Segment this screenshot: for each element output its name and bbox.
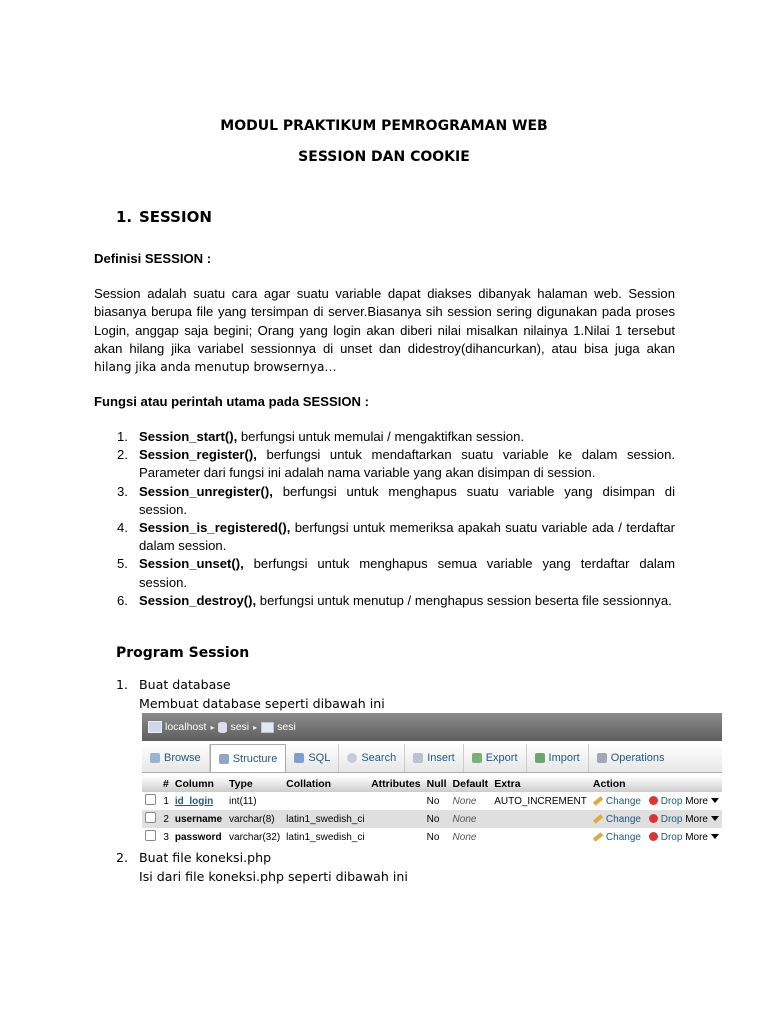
step-1: 1. Buat database — [116, 677, 231, 692]
column-name[interactable]: password — [172, 828, 226, 846]
definition-paragraph — [94, 285, 675, 376]
list-item: 3. Session_unregister(), berfungsi untuk menghapus suatu variable yang disimpan di session. — [117, 483, 675, 517]
server-icon — [148, 721, 162, 733]
column-type: varchar(32) — [226, 828, 283, 846]
function-desc: berfungsi untuk menghapus suatu variable yang disimpan di session. — [139, 483, 675, 517]
function-name: Session_register(), — [139, 447, 257, 463]
tab-import[interactable]: Import — [527, 744, 589, 772]
document-subtitle: SESSION DAN COOKIE — [298, 149, 470, 165]
change-link[interactable]: Change — [593, 814, 641, 825]
column-null: No — [424, 792, 450, 810]
column-collation: latin1_swedish_ci — [283, 810, 368, 828]
function-desc: berfungsi untuk menghapus semua variable yang terdaftar dalam session. — [139, 556, 675, 590]
column-name[interactable]: id_login — [172, 792, 226, 810]
function-desc: berfungsi untuk mendaftarkan suatu variable ke dalam session. Parameter dari fungsi ini adalah nama variable yang akan disimpan di session. — [139, 447, 675, 481]
wrench-icon — [597, 753, 607, 763]
tab-operations[interactable]: Operations — [589, 744, 673, 772]
browse-icon — [150, 753, 160, 763]
search-icon — [347, 753, 357, 763]
document-title: MODUL PRAKTIKUM PEMROGRAMAN WEB — [220, 118, 548, 134]
column-collation: latin1_swedish_ci — [283, 828, 368, 846]
header-type[interactable]: Type — [226, 776, 283, 792]
row-number: 2 — [159, 810, 172, 828]
definition-line: biasanya berupa file yang tersimpan di server.Biasanya sih session sering digunakan pada proses — [94, 304, 675, 320]
section-title: SESSION — [139, 208, 212, 226]
row-number: 3 — [159, 828, 172, 846]
table-row — [142, 810, 722, 828]
row-actions — [590, 828, 722, 846]
table-header-row — [142, 776, 722, 792]
tab-sql[interactable]: SQL — [286, 744, 339, 772]
list-item: 2. Session_register(), berfungsi untuk mendaftarkan suatu variable ke dalam session. Parameter dari fungsi ini adalah nama variable yang akan disimpan di session. — [117, 447, 675, 481]
column-collation — [283, 792, 368, 810]
pencil-icon — [593, 832, 603, 841]
column-default: None — [450, 810, 492, 828]
definition-heading: Definisi SESSION : — [94, 251, 212, 266]
function-name: Session_start(), — [139, 429, 238, 444]
header-extra[interactable]: Extra — [491, 776, 590, 792]
row-number: 1 — [159, 792, 172, 810]
drop-icon — [649, 814, 658, 823]
definition-line: Session adalah suatu cara agar suatu variable dapat diakses dibanyak halaman web. Session — [94, 286, 675, 301]
tab-insert[interactable]: Insert — [405, 744, 464, 772]
change-link[interactable]: Change — [593, 832, 641, 843]
column-type: int(11) — [226, 792, 283, 810]
function-desc: berfungsi untuk memeriksa apakah suatu variable ada / terdaftar dalam session. — [139, 520, 675, 554]
tab-structure[interactable]: Structure — [210, 744, 287, 772]
functions-heading: Fungsi atau perintah utama pada SESSION : — [94, 394, 370, 409]
header-column[interactable]: Column — [172, 776, 226, 792]
step-2: 2. Buat file koneksi.php — [116, 850, 272, 865]
drop-link[interactable]: Drop — [649, 832, 683, 843]
function-name: Session_is_registered(), — [139, 520, 291, 536]
caret-down-icon — [711, 834, 719, 839]
header-attributes[interactable]: Attributes — [368, 776, 424, 792]
step-title: Buat file koneksi.php — [139, 850, 272, 865]
header-null[interactable]: Null — [424, 776, 450, 792]
tab-browse[interactable]: Browse — [142, 744, 210, 772]
list-item: 1. Session_start(), berfungsi untuk memulai / mengaktifkan session. — [117, 429, 525, 444]
program-heading: Program Session — [116, 645, 250, 661]
structure-table — [142, 776, 722, 846]
tab-search[interactable]: Search — [339, 744, 405, 772]
column-null: No — [424, 810, 450, 828]
header-number: # — [159, 776, 172, 792]
structure-icon — [219, 754, 229, 764]
step-1-desc: Membuat database seperti dibawah ini — [139, 696, 385, 711]
more-menu[interactable]: More — [685, 832, 719, 843]
row-actions — [590, 810, 722, 828]
insert-icon — [413, 753, 423, 763]
pencil-icon — [593, 796, 603, 805]
breadcrumb-database[interactable]: sesi — [218, 721, 249, 733]
row-actions — [590, 792, 722, 810]
row-checkbox[interactable] — [145, 812, 156, 823]
definition-line: akan hilang jika variabel sessionnya di unset dan didestroy(dihancurkan), atau bisa juga akan — [94, 340, 675, 356]
table-icon — [261, 722, 274, 733]
breadcrumb-separator-icon: ▸ — [210, 722, 215, 732]
column-attributes — [368, 810, 424, 828]
header-action: Action — [590, 776, 722, 792]
row-checkbox[interactable] — [145, 830, 156, 841]
sql-icon — [294, 753, 304, 763]
step-2-desc: Isi dari file koneksi.php seperti dibawah ini — [139, 869, 408, 884]
breadcrumb-table[interactable]: sesi — [261, 721, 296, 733]
change-link[interactable]: Change — [593, 796, 641, 807]
column-extra: AUTO_INCREMENT — [491, 792, 590, 810]
breadcrumb-server[interactable]: localhost — [148, 721, 206, 733]
function-name: Session_unset(), — [139, 556, 244, 572]
step-title: Buat database — [139, 677, 231, 692]
section-heading — [116, 208, 212, 226]
list-item: 6. Session_destroy(), berfungsi untuk menutup / menghapus session beserta file sessionnya. — [117, 592, 672, 608]
tab-export[interactable]: Export — [464, 744, 527, 772]
definition-line: Login, anggap saja begini; Orang yang login akan diberi nilai misalkan nilainya 1.Nilai 1 tersebut — [94, 322, 675, 338]
functions-list — [94, 428, 675, 610]
pencil-icon — [593, 814, 603, 823]
column-extra — [491, 810, 590, 828]
function-desc: berfungsi untuk memulai / mengaktifkan session. — [237, 429, 525, 444]
column-type: varchar(8) — [226, 810, 283, 828]
phpmyadmin-screenshot — [142, 713, 722, 843]
breadcrumb-separator-icon: ▸ — [253, 722, 258, 732]
drop-link[interactable]: Drop — [649, 814, 683, 825]
list-item: 4. Session_is_registered(), berfungsi untuk memeriksa apakah suatu variable ada / terdaftar dalam session. — [117, 520, 675, 554]
caret-down-icon — [711, 798, 719, 803]
breadcrumb — [142, 713, 722, 741]
header-select — [142, 776, 159, 792]
row-checkbox[interactable] — [145, 794, 156, 805]
drop-icon — [649, 832, 658, 841]
drop-icon — [649, 796, 658, 805]
function-name: Session_unregister(), — [139, 483, 273, 499]
list-item: 5. Session_unset(), berfungsi untuk menghapus semua variable yang terdaftar dalam session. — [117, 556, 675, 590]
definition-line: hilang jika anda menutup browsernya… — [94, 360, 337, 375]
tab-bar — [142, 744, 722, 773]
column-name[interactable]: username — [172, 810, 226, 828]
export-icon — [472, 753, 482, 763]
caret-down-icon — [711, 816, 719, 821]
section-number: 1. — [116, 208, 133, 226]
import-icon — [535, 753, 545, 763]
function-name: Session_destroy(), — [139, 592, 257, 608]
function-desc: berfungsi untuk menutup / menghapus session beserta file sessionnya. — [256, 592, 672, 608]
table-row — [142, 828, 722, 846]
column-default: None — [450, 828, 492, 846]
database-icon — [218, 722, 227, 733]
more-menu[interactable]: More — [685, 796, 719, 807]
drop-link[interactable]: Drop — [649, 796, 683, 807]
table-row — [142, 792, 722, 810]
column-null: No — [424, 828, 450, 846]
column-extra — [491, 828, 590, 846]
column-attributes — [368, 792, 424, 810]
more-menu[interactable]: More — [685, 814, 719, 825]
column-attributes — [368, 828, 424, 846]
column-default: None — [450, 792, 492, 810]
header-default[interactable]: Default — [450, 776, 492, 792]
header-collation[interactable]: Collation — [283, 776, 368, 792]
